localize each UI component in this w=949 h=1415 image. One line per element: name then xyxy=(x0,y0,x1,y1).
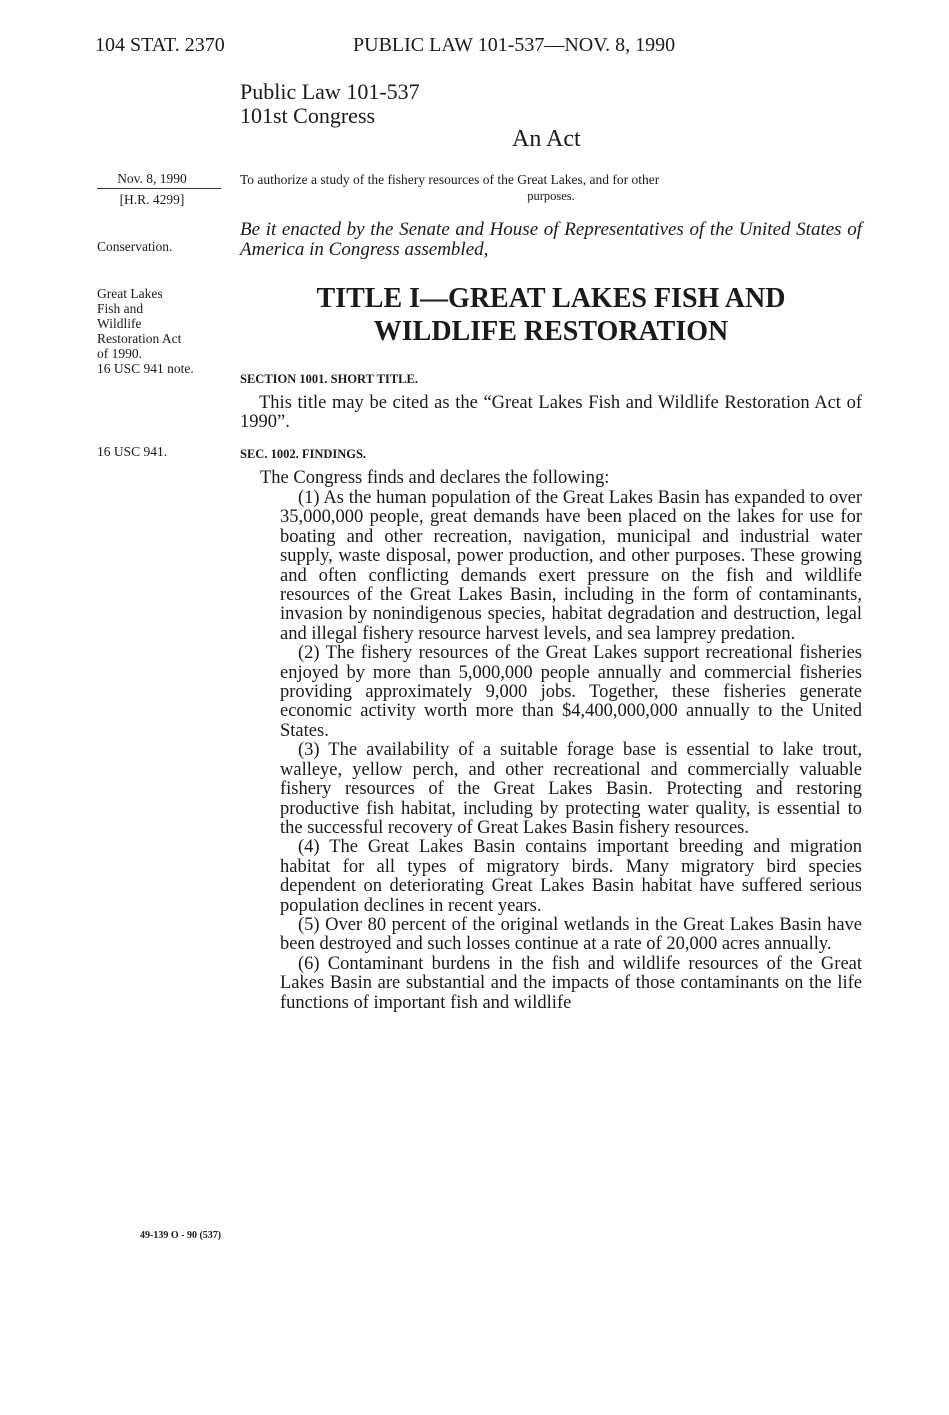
findings-intro: The Congress finds and declares the following: xyxy=(260,468,610,488)
sidenote-line: of 1990. xyxy=(97,346,142,361)
finding-2: (2) The fishery resources of the Great Lakes support recreational fisheries enjoyed by more than 5,000,000 people annually and commercial fisheries providing approximately 9,000 jobs. Together, these fisheries generate economic activity worth more than $4,400,000,000 annually to the United States. xyxy=(280,643,862,741)
title-heading-line-1: TITLE I—GREAT LAKES FISH AND xyxy=(316,283,786,314)
title-heading xyxy=(240,282,862,348)
title-heading-line-2: WILDLIFE RESTORATION xyxy=(373,316,729,347)
finding-5: (5) Over 80 percent of the original wetlands in the Great Lakes Basin have been destroyed and such losses continue at a rate of 20,000 acres annually. xyxy=(280,914,862,955)
enacting-clause: Be it enacted by the Senate and House of Representatives of the United States of America in Congress assembled, xyxy=(240,219,862,260)
finding-6: (6) Contaminant burdens in the fish and wildlife resources of the Great Lakes Basin are substantial and the impacts of those contaminants on the life functions of important fish and wildlife xyxy=(280,953,862,1013)
findings-list xyxy=(280,489,862,1013)
purpose-line-2: purposes. xyxy=(527,189,575,203)
stat-page-number: 104 STAT. 2370 xyxy=(95,34,225,56)
sidenote-line: Restoration Act xyxy=(97,331,182,346)
sidenote-line: Fish and xyxy=(97,301,144,316)
law-title xyxy=(240,80,420,128)
finding-4: (4) The Great Lakes Basin contains important breeding and migration habitat for all types of migratory birds. Many migratory bird species dependent on deteriorating Great Lakes Basin habitat have suffered serious population declines in recent years. xyxy=(280,837,862,916)
finding-3: (3) The availability of a suitable forage base is essential to lake trout, walleye, yellow perch, and other recreational and commercially valuable fishery resources of the Great Lakes Basin. Protecting and restoring productive fish habitat, including by protecting water quality, is essential to the successful recovery of Great Lakes Basin fishery resources. xyxy=(280,740,862,838)
running-header: PUBLIC LAW 101-537—NOV. 8, 1990 xyxy=(353,34,676,56)
sidenote-usc: 16 USC 941. xyxy=(97,444,168,459)
section-1002-heading: SEC. 1002. FINDINGS. xyxy=(240,447,367,461)
sidenote-line: Great Lakes xyxy=(97,286,163,301)
sidenote-bill: [H.R. 4299] xyxy=(119,192,185,207)
purpose-line-1: To authorize a study of the fishery resources of the Great Lakes, and for other xyxy=(240,172,660,187)
printing-code: 49-139 O - 90 (537) xyxy=(140,1230,222,1241)
congress-number: 101st Congress xyxy=(240,103,376,128)
act-title: An Act xyxy=(512,126,581,152)
section-1001-heading: SECTION 1001. SHORT TITLE. xyxy=(240,372,418,386)
sidenote-act-name xyxy=(97,286,194,376)
sidenote-date: Nov. 8, 1990 xyxy=(117,171,187,186)
sidenote-topic: Conservation. xyxy=(97,239,173,254)
law-number: Public Law 101-537 xyxy=(240,79,420,104)
finding-1: (1) As the human population of the Great Lakes Basin has expanded to over 35,000,000 people, great demands have been placed on the lakes for use for boating and other recreation, navigation, municipal and industrial water supply, waste disposal, power production, and other purposes. These growing and often conflicting demands exert pressure on the fish and wildlife resources of the Great Lakes Basin, including in the form of contaminants, invasion by nonindigenous species, habitat degradation and destruction, legal and illegal fishery resource harvest levels, and sea lamprey predation. xyxy=(280,488,862,644)
section-1001-text: This title may be cited as the “Great Lakes Fish and Wildlife Restoration Act of 1990”. xyxy=(240,393,862,433)
sidenote-divider xyxy=(97,188,221,189)
sidenote-line: Wildlife xyxy=(97,316,142,331)
purpose-clause xyxy=(240,171,862,205)
sidenote-usc-note: 16 USC 941 note. xyxy=(97,361,194,376)
